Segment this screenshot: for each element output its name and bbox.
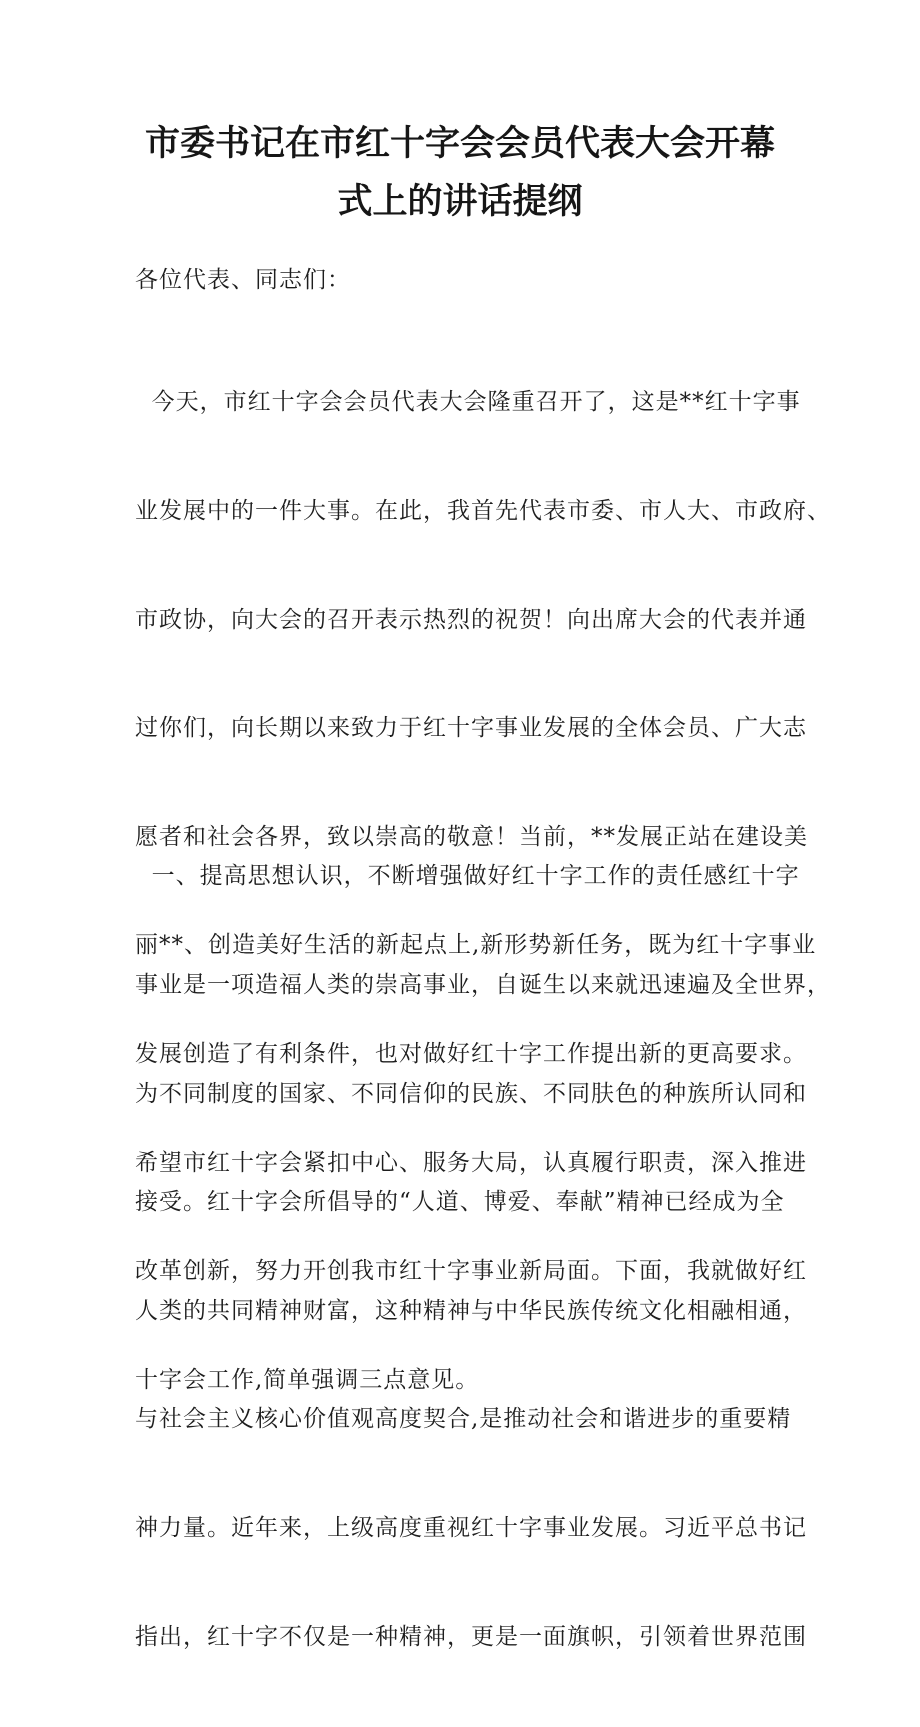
- paragraph-line: 改革创新，努力开创我市红十字事业新局面。下面，我就做好红: [135, 1258, 807, 1285]
- paragraph-line: 希望市红十字会紧扣中心、服务大局，认真履行职责，深入推进: [135, 1149, 807, 1176]
- paragraph-line: 愿者和社会各界，致以崇高的敬意！当前，**发展正站在建设美: [135, 823, 808, 850]
- paragraph-line: 一、提高思想认识，不断增强做好红十字工作的责任感红十字: [135, 863, 800, 890]
- paragraph-line: 神力量。近年来，上级高度重视红十字事业发展。习近平总书记: [135, 1514, 807, 1541]
- paragraph-line: 今天，市红十字会会员代表大会隆重召开了，这是**红十字事: [135, 389, 801, 416]
- paragraph-line: 丽**、创造美好生活的新起点上,新形势新任务，既为红十字事业: [135, 932, 817, 959]
- paragraph-line: 指出，红十字不仅是一种精神，更是一面旗帜，引领着世界范围: [135, 1623, 807, 1650]
- paragraph-line: 过你们，向长期以来致力于红十字事业发展的全体会员、广大志: [135, 715, 807, 742]
- paragraph-line: 人类的共同精神财富，这种精神与中华民族传统文化相融相通，: [135, 1297, 807, 1324]
- paragraph-line: 为不同制度的国家、不同信仰的民族、不同肤色的种族所认同和: [135, 1080, 807, 1107]
- paragraph-line: 接受。红十字会所倡导的“人道、博爱、奉献”精神已经成为全: [135, 1189, 785, 1216]
- paragraph-line: 十字会工作,简单强调三点意见。: [135, 1366, 480, 1393]
- document-title-line-1: 市委书记在市红十字会会员代表大会开幕: [144, 124, 775, 164]
- paragraph-line: 业发展中的一件大事。在此，我首先代表市委、市人大、市政府、: [135, 498, 831, 524]
- paragraph-line: 与社会主义核心价值观高度契合,是推动社会和谐进步的重要精: [135, 1406, 792, 1433]
- document-title-line-2: 式上的讲话提纲: [337, 182, 583, 222]
- greeting: 各位代表、同志们：: [135, 267, 351, 293]
- paragraph-line: 事业是一项造福人类的崇高事业，自诞生以来就迅速遍及全世界，: [135, 972, 831, 998]
- paragraph-line: 发展创造了有利条件，也对做好红十字工作提出新的更高要求。: [135, 1040, 807, 1067]
- paragraph-2: [135, 786, 831, 1727]
- paragraph-line: 市政协，向大会的召开表示热烈的祝贺！向出席大会的代表并通: [135, 606, 807, 633]
